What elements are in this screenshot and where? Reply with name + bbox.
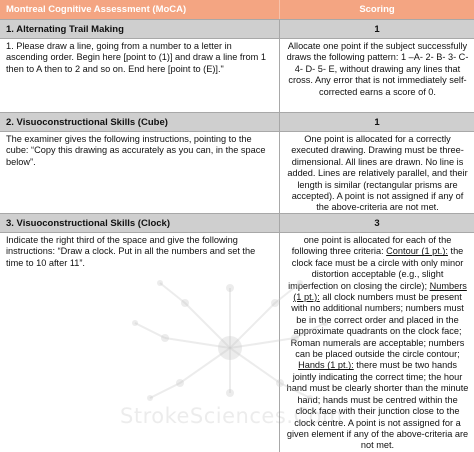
criteria-cube: One point is allocated for a correctly executed drawing. Drawing must be three-dimensional. All lines are drawn. No line is added. Lines are relatively parallel, and their length is similar (rectangular prisms are accepted). A point is not assigned if any of the above-criteria are not met. (279, 132, 474, 213)
section-title-trail-making: 1. Alternating Trail Making (0, 19, 279, 39)
clock-criteria-hands-label: Hands (1 pt.): (298, 360, 354, 371)
instructions-cube: The examiner gives the following instructions, pointing to the cube: “Copy this drawing as accurately as you can, in the space below”. (6, 134, 266, 167)
criteria-clock (279, 233, 474, 452)
instructions-trail-making: 1. Please draw a line, going from a number to a letter in ascending order. Begin here [point to (1)] and draw a line from 1 then to A then to 2 and so on. End here [point to (E)]." (6, 41, 266, 74)
watermark-text: StrokeSciences.Com (120, 404, 343, 428)
clock-criteria-intro: one point is allocated for each of the following three criteria: (291, 235, 452, 257)
table-header-scoring: Scoring (279, 0, 474, 19)
section-score-cube: 1 (279, 112, 474, 132)
section-score-trail-making: 1 (279, 19, 474, 39)
section-title-clock: 3. Visuoconstructional Skills (Clock) (0, 213, 279, 233)
clock-criteria-contour-label: Contour (1 pt.): (386, 246, 448, 257)
criteria-trail-making: Allocate one point if the subject successfully draws the following pattern: 1 –A- 2- B- 3- C- 4- D- 5- E, without drawing any lines that cross. Any error that is not immediately self-corrected earns a score of 0. (279, 39, 474, 112)
clock-criteria-contour-text: the clock face must be a circle with only minor distortion acceptable (e.g., slight imperfection on closing the circle); (288, 246, 464, 291)
clock-criteria-numbers-label: Numbers (1 pt.): (293, 280, 467, 303)
clock-criteria-hands-text: there must be two hands jointly indicating the correct time; the hour hand must be clearly shorter than the minute hand; hands must be centred within the clock face with their junction close to the clock centre. A point is not assigned for a given element if any of the above-criteria are not met. (286, 360, 469, 451)
section-title-cube: 2. Visuoconstructional Skills (Cube) (0, 112, 279, 132)
clock-criteria-numbers-text: all clock numbers must be present with no additional numbers; numbers must be in the correct order and placed in the approximate quadrants on the clock face; Roman numerals are acceptable; numbers can be placed outside the circle contour; (290, 292, 465, 360)
table-header-title: Montreal Cognitive Assessment (MoCA) (0, 0, 279, 19)
instructions-clock: Indicate the right third of the space and give the following instructions: “Draw a clock. Put in all the numbers and set the time to 10 after 11”. (6, 235, 256, 268)
section-score-clock: 3 (279, 213, 474, 233)
